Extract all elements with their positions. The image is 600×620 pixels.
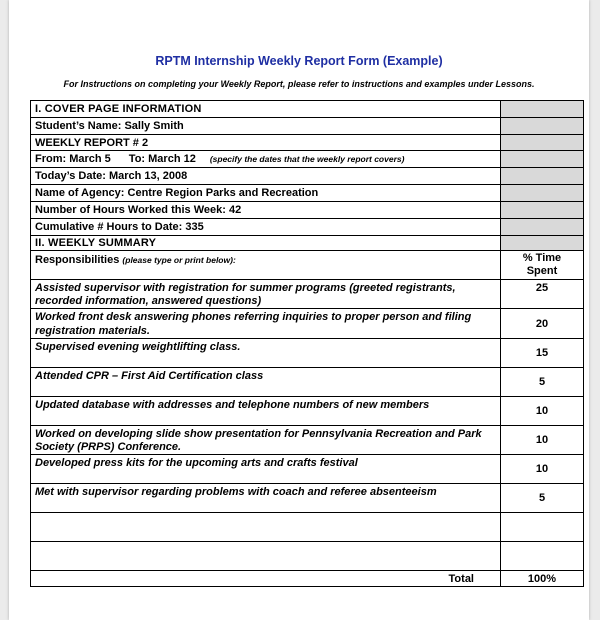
to-date: To: March 12 <box>128 153 196 165</box>
table-row <box>31 280 584 309</box>
dates-note: (specify the dates that the weekly report covers) <box>209 154 405 164</box>
responsibility-item[interactable]: Updated database with addresses and telephone numbers of new members <box>31 396 501 425</box>
percent-spent-label: Spent <box>526 265 558 277</box>
empty-percent-cell[interactable] <box>501 542 584 571</box>
responsibility-item[interactable]: Worked front desk answering phones referring inquiries to proper person and filing registration materials. <box>31 309 501 338</box>
empty-table-row <box>31 513 584 542</box>
responsibilities-header <box>31 251 501 280</box>
percent-value[interactable]: 15 <box>501 338 584 367</box>
hours-cumulative-row <box>31 219 584 236</box>
report-form-table <box>30 100 584 587</box>
dates-row <box>31 151 584 168</box>
percent-value[interactable]: 20 <box>501 309 584 338</box>
side-cell <box>501 236 584 251</box>
report-dates-field[interactable] <box>31 151 501 168</box>
summary-section-heading: II. WEEKLY SUMMARY <box>31 236 501 251</box>
cover-section-heading: I. COVER PAGE INFORMATION <box>31 101 501 118</box>
empty-responsibility-cell[interactable] <box>31 513 501 542</box>
side-cell <box>501 135 584 151</box>
student-name-field[interactable]: Student’s Name: Sally Smith <box>31 118 501 135</box>
percent-time-header <box>501 251 584 280</box>
report-number-row <box>31 135 584 151</box>
side-cell <box>501 118 584 135</box>
side-cell <box>501 151 584 168</box>
responsibility-item[interactable]: Attended CPR – First Aid Certification class <box>31 367 501 396</box>
today-row <box>31 168 584 185</box>
from-date: From: March 5 <box>35 153 111 165</box>
empty-table-row <box>31 542 584 571</box>
form-title: RPTM Internship Weekly Report Form (Example) <box>155 54 443 68</box>
percent-value[interactable]: 25 <box>501 280 584 309</box>
table-row <box>31 309 584 338</box>
side-cell <box>501 101 584 118</box>
side-cell <box>501 202 584 219</box>
responsibilities-note: (please type or print below): <box>122 255 236 265</box>
student-row <box>31 118 584 135</box>
empty-responsibility-cell[interactable] <box>31 542 501 571</box>
total-label: Total <box>31 571 501 587</box>
percent-value[interactable]: 10 <box>501 425 584 454</box>
hours-week-row <box>31 202 584 219</box>
percent-value[interactable]: 5 <box>501 367 584 396</box>
side-cell <box>501 168 584 185</box>
summary-column-header-row <box>31 251 584 280</box>
percent-value[interactable]: 10 <box>501 396 584 425</box>
table-row <box>31 455 584 484</box>
todays-date-field[interactable]: Today’s Date: March 13, 2008 <box>31 168 501 185</box>
responsibility-item[interactable]: Met with supervisor regarding problems with coach and referee absenteeism <box>31 484 501 513</box>
summary-heading-row <box>31 236 584 251</box>
side-cell <box>501 219 584 236</box>
cover-heading-row <box>31 101 584 118</box>
agency-name-field[interactable]: Name of Agency: Centre Region Parks and Recreation <box>31 185 501 202</box>
instructions-text: For Instructions on completing your Weekly Report, please refer to instructions and examples under Lessons. <box>63 79 535 89</box>
responsibilities-label: Responsibilities <box>35 254 120 266</box>
responsibility-item[interactable]: Developed press kits for the upcoming arts and crafts festival <box>31 455 501 484</box>
table-row <box>31 396 584 425</box>
total-row <box>31 571 584 587</box>
responsibility-item[interactable]: Assisted supervisor with registration for summer programs (greeted registrants, recorded information, answered questions) <box>31 280 501 309</box>
percent-value[interactable]: 5 <box>501 484 584 513</box>
table-row <box>31 484 584 513</box>
table-row <box>31 425 584 454</box>
empty-percent-cell[interactable] <box>501 513 584 542</box>
total-value: 100% <box>501 571 584 587</box>
weekly-report-number-field[interactable]: WEEKLY REPORT # 2 <box>31 135 501 151</box>
agency-row <box>31 185 584 202</box>
table-row <box>31 338 584 367</box>
percent-time-label: % Time <box>522 252 562 265</box>
responsibility-item[interactable]: Worked on developing slide show presentation for Pennsylvania Recreation and Park Society (PRPS) Conference. <box>31 425 501 454</box>
table-row <box>31 367 584 396</box>
side-cell <box>501 185 584 202</box>
cumulative-hours-field[interactable]: Cumulative # Hours to Date: 335 <box>31 219 501 236</box>
responsibility-item[interactable]: Supervised evening weightlifting class. <box>31 338 501 367</box>
report-page <box>9 0 589 620</box>
hours-this-week-field[interactable]: Number of Hours Worked this Week: 42 <box>31 202 501 219</box>
percent-value[interactable]: 10 <box>501 455 584 484</box>
